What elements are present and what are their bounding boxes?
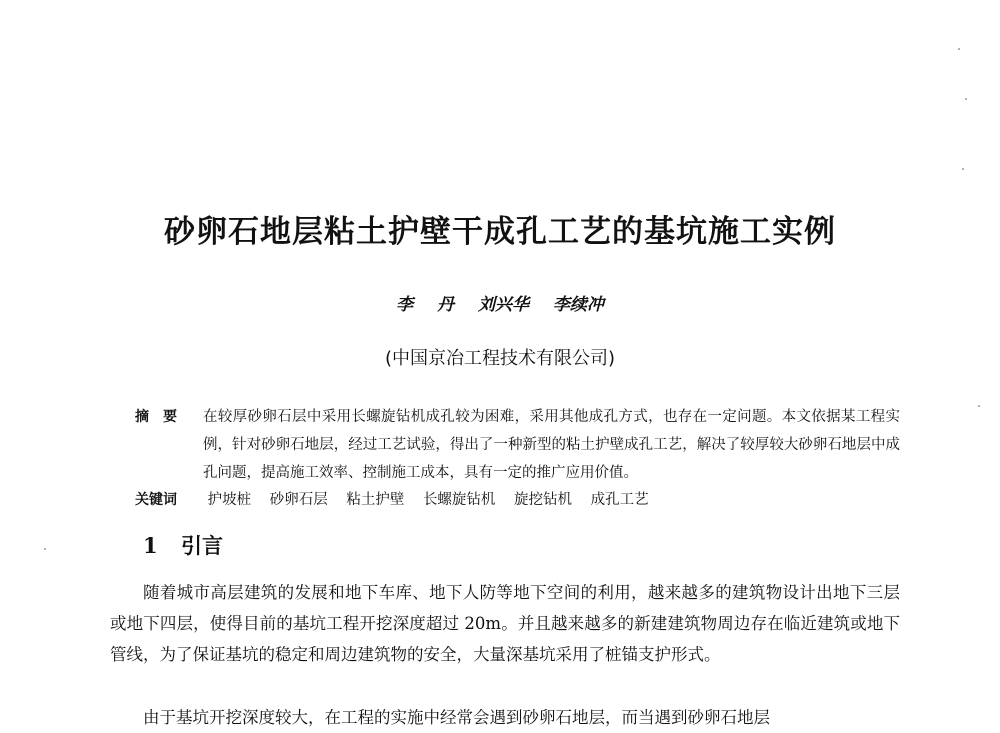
keyword: 长螺旋钻机 — [422, 492, 496, 508]
keywords-label: 关键词 — [135, 492, 177, 508]
abstract-block — [135, 403, 900, 487]
author-list — [0, 290, 1000, 315]
body-paragraph: 随着城市高层建筑的发展和地下车库、地下人防等地下空间的利用，越来越多的建筑物设计出地下三层或地下四层，使得目前的基坑工程开挖深度超过 20m。并且越来越多的新建建筑物周边存在临近建筑或地下管线，为了保证基坑的稳定和周边建筑物的安全，大量深基坑采用了桩锚支护形式。 — [110, 583, 900, 664]
scan-speck — [978, 405, 980, 407]
abstract-label: 摘要 — [135, 409, 191, 425]
keyword: 粘土护壁 — [346, 492, 405, 508]
body-paragraph: 由于基坑开挖深度较大，在工程的实施中经常会遇到砂卵石地层，而当遇到砂卵石地层 — [143, 708, 770, 727]
author-affiliation: (中国京冶工程技术有限公司) — [384, 348, 616, 369]
section-number: 1 — [143, 533, 158, 558]
scan-speck — [962, 168, 964, 170]
keywords-block — [135, 488, 663, 512]
section-title: 引言 — [181, 533, 223, 558]
keyword: 护坡桩 — [207, 492, 252, 508]
scan-speck — [965, 98, 967, 100]
author-name: 刘兴华 — [477, 295, 529, 315]
keyword: 成孔工艺 — [590, 492, 649, 508]
keyword: 旋挖钻机 — [514, 492, 573, 508]
author-name: 李 丹 — [396, 295, 455, 315]
scan-speck — [44, 548, 46, 550]
keyword: 砂卵石层 — [269, 492, 328, 508]
paper-title: 砂卵石地层粘土护壁干成孔工艺的基坑施工实例 — [164, 214, 836, 250]
author-name: 李续冲 — [552, 295, 604, 315]
section-heading — [143, 530, 223, 560]
abstract-text: 在较厚砂卵石层中采用长螺旋钻机成孔较为困难，采用其他成孔方式，也存在一定问题。本文依据某工程实例，针对砂卵石地层，经过工艺试验，得出了一种新型的粘土护壁成孔工艺，解决了较厚较大砂卵石地层中成孔问题，提高施工效率、控制施工成本，具有一定的推广应用价值。 — [203, 409, 900, 481]
scan-speck — [958, 48, 960, 50]
